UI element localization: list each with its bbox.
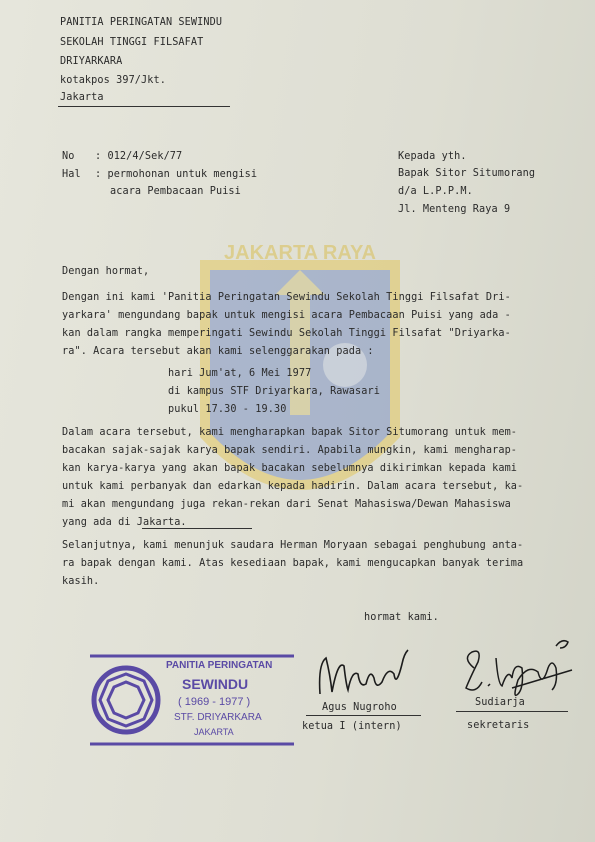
letterhead-pobox: kotakpos 397/Jkt.: [60, 75, 166, 86]
p2-line: mi akan mengundang juga rekan-rekan dari Senat Mahasiswa/Dewan Mahasiswa: [62, 499, 511, 510]
no-value: : 012/4/Sek/77: [95, 151, 183, 162]
no-label: No: [62, 151, 75, 162]
stamp-line-1: PANITIA PERINGATAN: [166, 660, 273, 671]
letterhead-rule: [58, 106, 230, 107]
p1-line: yarkara' mengundang bapak untuk mengisi acara Pembacaan Puisi yang ada -: [62, 310, 511, 321]
event-day: hari Jum'at, 6 Mei 1977: [168, 368, 312, 379]
signatory-name-1: Agus Nugroho: [322, 702, 397, 713]
letterhead-school: SEKOLAH TINGGI FILSAFAT: [60, 37, 204, 48]
p3-line: kasih.: [62, 576, 100, 587]
signatory-role-2: sekretaris: [467, 720, 530, 731]
p2-line: kan karya-karya yang akan bapak bacakan sebelumnya dikirimkan kepada kami: [62, 463, 518, 474]
stamp-line-4: STF. DRIYARKARA: [174, 712, 262, 723]
p2-line: Dalam acara tersebut, kami mengharapkan bapak Sitor Situmorang untuk mem-: [62, 427, 518, 438]
letterhead-name: DRIYARKARA: [60, 56, 123, 67]
jakarta-underline: [142, 528, 252, 529]
signature-line-1: [306, 715, 421, 716]
hal-value-1: : permohonan untuk mengisi: [95, 169, 258, 180]
p2-line: untuk kami perbanyak dan edarkan kepada hadirin. Dalam acara tersebut, ka-: [62, 481, 524, 492]
p3-line: Selanjutnya, kami menunjuk saudara Herman Moryaan sebagai penghubung anta-: [62, 540, 524, 551]
recipient-line-1: Kepada yth.: [398, 151, 467, 162]
recipient-line-2: Bapak Sitor Situmorang: [398, 168, 536, 179]
p2-line: yang ada di Jakarta.: [62, 517, 187, 528]
p1-line: ra". Acara tersebut akan kami selenggarakan pada :: [62, 346, 374, 357]
p3-line: ra bapak dengan kami. Atas kesediaan bapak, kami mengucapkan banyak terima: [62, 558, 524, 569]
signature-line-2: [456, 711, 568, 712]
signatory-name-2: Sudiarja: [475, 697, 525, 708]
stamp-line-5: JAKARTA: [194, 727, 234, 737]
stamp-line-2: SEWINDU: [182, 676, 249, 692]
letterhead-org: PANITIA PERINGATAN SEWINDU: [60, 17, 223, 28]
event-place: di kampus STF Driyarkara, Rawasari: [168, 386, 380, 397]
signatory-role-1: ketua I (intern): [302, 721, 402, 732]
event-time: pukul 17.30 - 19.30: [168, 404, 287, 415]
closing: hormat kami.: [364, 612, 439, 623]
p2-line: bacakan sajak-sajak karya bapak sendiri. Apabila mungkin, kami mengharap-: [62, 445, 518, 456]
watermark-text: JAKARTA RAYA: [224, 242, 376, 264]
recipient-line-4: Jl. Menteng Raya 9: [398, 204, 511, 215]
recipient-line-3: d/a L.P.P.M.: [398, 186, 473, 197]
hal-value-2: acara Pembacaan Puisi: [110, 186, 241, 197]
signature-agus-nugroho: [312, 644, 412, 704]
hal-label: Hal: [62, 169, 81, 180]
p1-line: kan dalam rangka memperingati Sewindu Sekolah Tinggi Filsafat "Driyarka-: [62, 328, 511, 339]
stamp-line-3: ( 1969 - 1977 ): [178, 696, 251, 708]
signature-sudiarja: [452, 628, 582, 708]
letterhead-city: Jakarta: [60, 92, 104, 103]
p1-line: Dengan ini kami 'Panitia Peringatan Sewindu Sekolah Tinggi Filsafat Dri-: [62, 292, 511, 303]
greeting: Dengan hormat,: [62, 266, 150, 277]
